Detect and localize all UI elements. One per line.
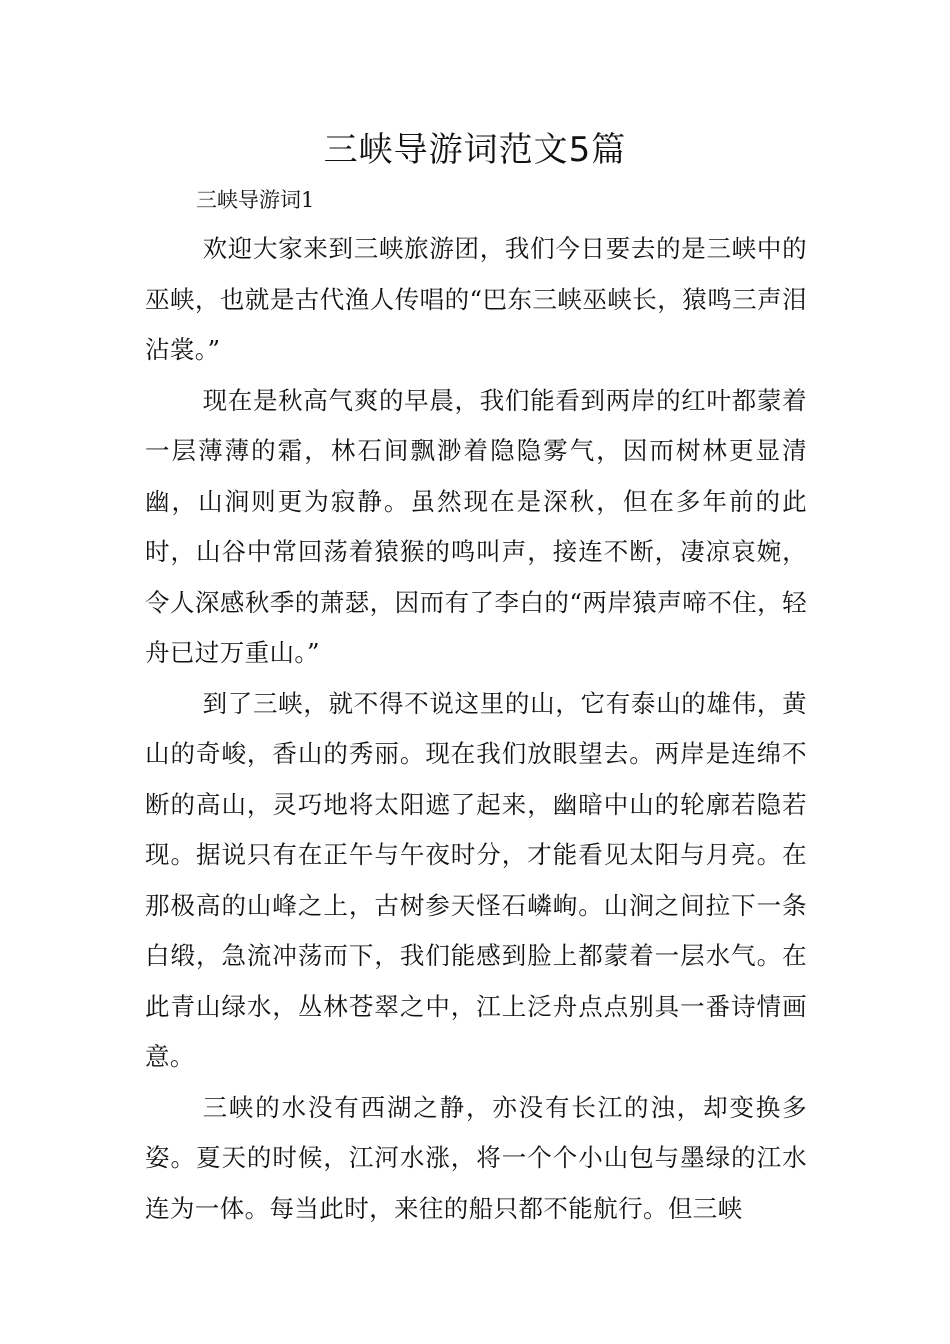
paragraph-1: 欢迎大家来到三峡旅游团，我们今日要去的是三峡中的巫峡，也就是古代渔人传唱的“巴东三峡巫峡长，猿鸣三声泪沾裳。” [145, 234, 807, 364]
document-title: 三峡导游词范文5篇 [323, 130, 627, 170]
document-body [145, 224, 807, 1234]
paragraph-4: 三峡的水没有西湖之静，亦没有长江的浊，却变换多姿。夏天的时候，江河水涨，将一个个小山包与墨绿的江水连为一体。每当此时，来往的船只都不能航行。但三峡 [145, 1092, 807, 1223]
paragraph-3: 到了三峡，就不得不说这里的山，它有泰山的雄伟，黄山的奇峻，香山的秀丽。现在我们放眼望去。两岸是连绵不断的高山，灵巧地将太阳遮了起来，幽暗中山的轮廓若隐若现。据说只有在正午与午夜时分，才能看见太阳与月亮。在那极高的山峰之上，古树参天怪石嶙峋。山涧之间拉下一条白缎，急流冲荡而下，我们能感到脸上都蒙着一层水气。在此青山绿水，丛林苍翠之中，江上泛舟点点别具一番诗情画意。 [145, 688, 807, 1071]
section-heading: 三峡导游词1 [196, 188, 315, 212]
paragraph-2: 现在是秋高气爽的早晨，我们能看到两岸的红叶都蒙着一层薄薄的霜，林石间飘渺着隐隐雾气，因而树林更显清幽，山涧则更为寂静。虽然现在是深秋，但在多年前的此时，山谷中常回荡着猿猴的鸣叫声，接连不断，凄凉哀婉，令人深感秋季的萧瑟，因而有了李白的“两岸猿声啼不住，轻舟已过万重山。” [145, 385, 807, 667]
